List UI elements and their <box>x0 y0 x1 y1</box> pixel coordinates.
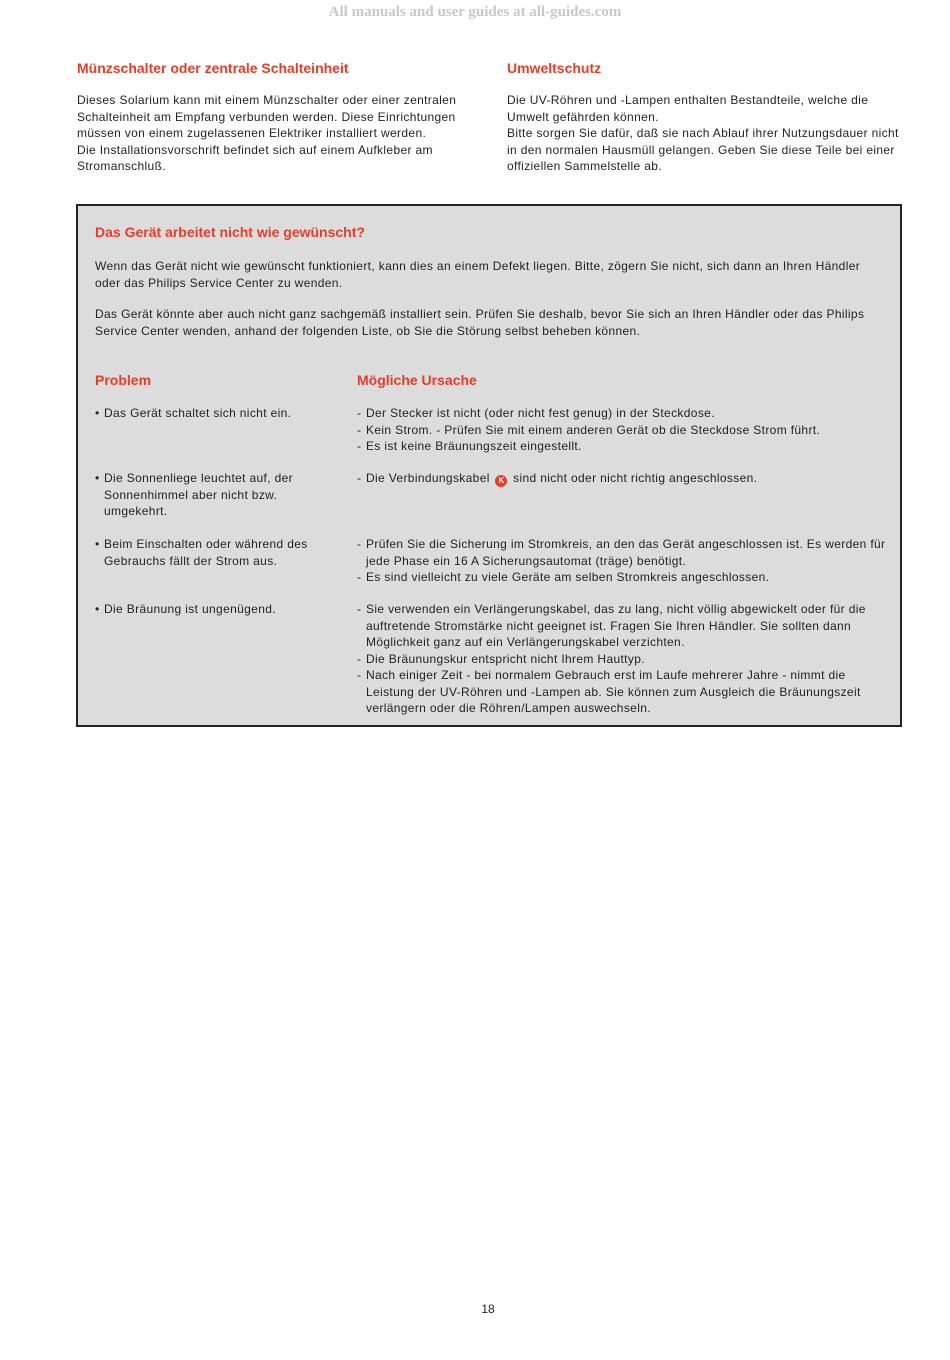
text-line: Sie verwenden ein Verlängerungskabel, das zu lang, nicht völlig abgewickelt oder für die <box>366 602 866 616</box>
dash: - <box>357 668 362 682</box>
bullet: • <box>95 406 100 420</box>
bullet: • <box>95 471 100 485</box>
dash: - <box>357 406 362 420</box>
watermark: All manuals and user guides at all-guides.com <box>328 4 622 20</box>
cause-list <box>357 405 887 455</box>
bullet: • <box>95 537 100 551</box>
text-line: Leistung der UV-Röhren und -Lampen ab. Sie können zum Ausgleich die Bräunungszeit <box>366 684 861 699</box>
text-line: Prüfen Sie die Sicherung im Stromkreis, an den das Gerät angeschlossen ist. Es werden für <box>366 537 886 551</box>
text-line: Wenn das Gerät nicht wie gewünscht funktioniert, kann dies an einem Defekt liegen. Bitte, zögern Sie nicht, sich dann an Ihren Händler <box>95 259 861 273</box>
text-line: Schalteinheit am Empfang verbunden werden. Diese Einrichtungen <box>77 109 456 124</box>
text-line: müssen von einem zugelassenen Elektriker installiert werden. <box>77 126 427 140</box>
problem-cell <box>95 470 344 520</box>
text-line: Es sind vielleicht zu viele Geräte am selben Stromkreis angeschlossen. <box>366 570 770 584</box>
problem-cell <box>95 536 344 569</box>
coin-switch-text <box>77 92 477 175</box>
text-line: Die Installationsvorschrift befindet sich auf einem Aufkleber am <box>77 142 433 157</box>
cause-item <box>357 536 887 569</box>
dash: - <box>357 602 362 616</box>
text-line: Kein Strom. - Prüfen Sie mit einem anderen Gerät ob die Steckdose Strom führt. <box>366 422 821 437</box>
text-line: Beim Einschalten oder während des <box>104 537 308 551</box>
problem-column-header: Problem <box>95 372 152 388</box>
cause-item <box>357 601 887 651</box>
coin-switch-section <box>77 60 477 175</box>
coin-switch-heading: Münzschalter oder zentrale Schalteinheit <box>77 60 349 76</box>
problem-cell <box>95 405 344 422</box>
page-number: 18 <box>481 1302 495 1316</box>
environment-section <box>507 60 917 175</box>
text-line: Umwelt gefährden können. <box>507 109 659 124</box>
text-line: Die Bräunungskur entspricht nicht Ihrem Hauttyp. <box>366 651 645 666</box>
installation-paragraph <box>95 306 885 339</box>
bullet: • <box>95 602 100 616</box>
cause-column-header: Mögliche Ursache <box>357 372 477 388</box>
text-line: auftretende Stromstärke nicht geeignet ist. Fragen Sie Ihren Händler. Sie sollten dann <box>366 618 852 633</box>
text-line: Möglichkeit ganz auf ein Verlängerungskabel verzichten. <box>366 635 685 649</box>
text-line: Sonnenhimmel aber nicht bzw. <box>104 487 278 502</box>
text-line: Es ist keine Bräunungszeit eingestellt. <box>366 439 582 453</box>
text-line <box>366 470 887 487</box>
environment-heading: Umweltschutz <box>507 60 602 76</box>
dash: - <box>357 651 362 666</box>
dash: - <box>357 570 362 584</box>
dash: - <box>357 439 362 453</box>
text-line: Das Gerät könnte aber auch nicht ganz sachgemäß installiert sein. Prüfen Sie deshalb, bevor Sie sich an Ihren Händler oder das Philips <box>95 307 865 321</box>
intro-paragraph <box>95 258 885 291</box>
text-line: Die Sonnenliege leuchtet auf, der <box>104 471 294 485</box>
cause-item <box>357 438 887 455</box>
cause-list <box>357 470 887 487</box>
text-line: Gebrauchs fällt der Strom aus. <box>104 553 278 568</box>
problem-cell <box>95 601 344 618</box>
dash: - <box>357 537 362 551</box>
text-line: Stromanschluß. <box>77 159 166 173</box>
troubleshooting-heading: Das Gerät arbeitet nicht wie gewünscht? <box>95 224 365 240</box>
text-line: in den normalen Hausmüll gelangen. Geben Sie diese Teile bei einer <box>507 142 895 157</box>
troubleshooting-box <box>76 204 902 727</box>
cause-item <box>357 569 887 586</box>
connector-k-icon: K <box>495 475 507 487</box>
text-line: Dieses Solarium kann mit einem Münzschalter oder einer zentralen <box>77 93 457 107</box>
text-line: umgekehrt. <box>104 504 168 518</box>
text-line: Die Bräunung ist ungenügend. <box>104 602 276 616</box>
text-line: Der Stecker ist nicht (oder nicht fest genug) in der Steckdose. <box>366 406 715 420</box>
cause-text: Die Verbindungskabel <box>366 471 490 485</box>
cause-item <box>357 667 887 717</box>
dash: - <box>357 422 362 437</box>
cause-item <box>357 470 887 487</box>
environment-text <box>507 92 917 175</box>
cause-list <box>357 601 887 717</box>
text-line: Die UV-Röhren und -Lampen enthalten Bestandteile, welche die <box>507 93 869 107</box>
cause-item <box>357 405 887 422</box>
text-line: jede Phase ein 16 A Sicherungsautomat (träge) benötigt. <box>366 553 687 568</box>
text-line: verlängern oder die Röhren/Lampen auswechseln. <box>366 701 651 715</box>
dash: - <box>357 471 362 485</box>
cause-list <box>357 536 887 586</box>
text-line: oder das Philips Service Center zu wenden. <box>95 275 343 290</box>
cause-item <box>357 651 887 668</box>
text-line: Bitte sorgen Sie dafür, daß sie nach Ablauf ihrer Nutzungsdauer nicht <box>507 126 899 140</box>
text-line: Service Center wenden, anhand der folgenden Liste, ob Sie die Störung selbst beheben können. <box>95 323 641 338</box>
text-line: Das Gerät schaltet sich nicht ein. <box>104 406 292 420</box>
cause-text: sind nicht oder nicht richtig angeschlossen. <box>513 471 758 485</box>
text-line: offiziellen Sammelstelle ab. <box>507 159 662 173</box>
text-line: Nach einiger Zeit - bei normalem Gebrauch erst im Laufe mehrerer Jahre - nimmt die <box>366 668 846 682</box>
cause-item <box>357 422 887 439</box>
